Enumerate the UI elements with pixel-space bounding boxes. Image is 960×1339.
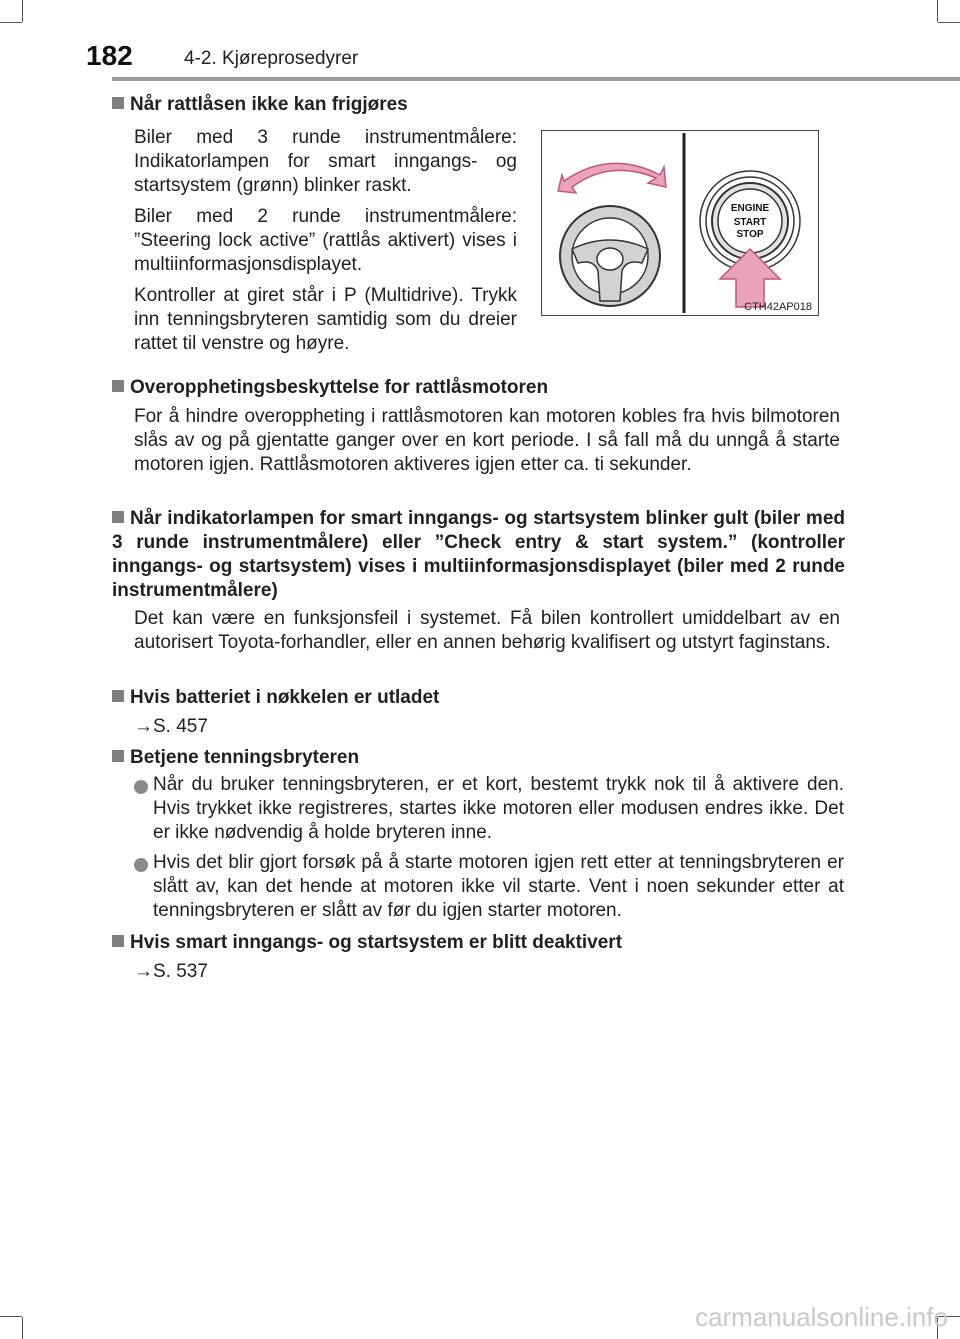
page-number: 182 [86, 40, 133, 71]
button-label: START [733, 217, 767, 228]
paragraph: Det kan være en funksjonsfeil i systemet. Få bilen kontrollert umiddelbart av en autorisert Toyota-forhandler, eller en annen behørig kvalifisert og utstyrt faginstans. [134, 608, 840, 653]
crop-mark [22, 0, 23, 22]
bullet-paragraph: Når du bruker tenningsbryteren, er et kort, bestemt trykk nok til å aktivere den. Hvis trykket ikke registreres, startes ikke motoren eller modusen endres ikke. Det er ikke nødvendig å holde bryteren inne. [153, 774, 844, 843]
crop-mark [0, 22, 22, 23]
page-reference: →S. 457 [134, 716, 208, 737]
bullet-paragraph: Hvis det blir gjort forsøk på å starte motoren igjen rett etter at tenningsbryteren er slått av, kan det hende at motoren ikke vil starte. Vent i noen sekunder etter at tenningsbryteren er slått av før du igjen starter motoren. [153, 852, 844, 921]
heading-indicator-flashing: Når indikatorlampen for smart inngangs- og startsystem blinker gult (biler med 3 runde instrumentmålere) eller ”Check entry & start system.” (kontroller inngangs- og startsystem) vises i multiinformasjonsdisplayet (biler med 2 runde instrumentmålere) [112, 508, 845, 601]
square-bullet-icon [112, 750, 124, 762]
bullet-icon [134, 858, 148, 872]
heading-steering-lock: Når rattlåsen ikke kan frigjøres [112, 93, 852, 117]
square-bullet-icon [112, 690, 124, 702]
crop-mark [938, 22, 960, 23]
illustration-steering-and-start-button [541, 130, 819, 316]
paragraph: For å hindre overoppheting i rattlåsmotoren kan motoren kobles fra hvis bilmotoren slås av og på gjentatte ganger over en kort periode. I så fall må du unngå å starte motoren igjen. Rattlåsmotoren aktiveres igjen etter ca. ti sekunder. [134, 406, 840, 475]
bullet-icon [134, 780, 148, 794]
steering-wheel-icon [560, 206, 660, 306]
heading-operate-switch: Betjene tenningsbryteren [112, 746, 852, 770]
heading-overheat-protection: Overopphetingsbeskyttelse for rattlåsmotoren [112, 376, 852, 400]
rotate-arrow-icon [558, 163, 666, 193]
button-label: STOP [736, 229, 764, 240]
section-title: 4-2. Kjøreprosedyrer [184, 48, 359, 69]
square-bullet-icon [112, 511, 124, 523]
paragraph: Kontroller at giret står i P (Multidrive). Trykk inn tenningsbryteren samtidig som du dreier rattet til venstre og høyre. [134, 285, 517, 354]
heading-key-battery: Hvis batteriet i nøkkelen er utladet [112, 686, 852, 710]
page-reference: →S. 537 [134, 961, 208, 982]
crop-mark [937, 0, 938, 22]
paragraph: Biler med 2 runde instrumentmålere: ”Steering lock active” (rattlås aktivert) vises i multiinformasjonsdisplayet. [134, 206, 517, 275]
button-label: ENGINE [730, 203, 770, 214]
header-rule [112, 77, 960, 81]
crop-mark [0, 1316, 22, 1317]
figure-code: CTH42AP018 [744, 301, 812, 313]
square-bullet-icon [112, 380, 124, 392]
illustration-svg [542, 131, 818, 315]
crop-mark [22, 1317, 23, 1339]
heading-system-deactivated: Hvis smart inngangs- og startsystem er blitt deaktivert [112, 931, 852, 955]
square-bullet-icon [112, 935, 124, 947]
paragraph: Biler med 3 runde instrumentmålere: Indikatorlampen for smart inngangs- og startsystem (grønn) blinker raskt. [134, 127, 517, 196]
watermark: carmanualsonline.info [695, 1302, 948, 1332]
square-bullet-icon [112, 97, 124, 109]
